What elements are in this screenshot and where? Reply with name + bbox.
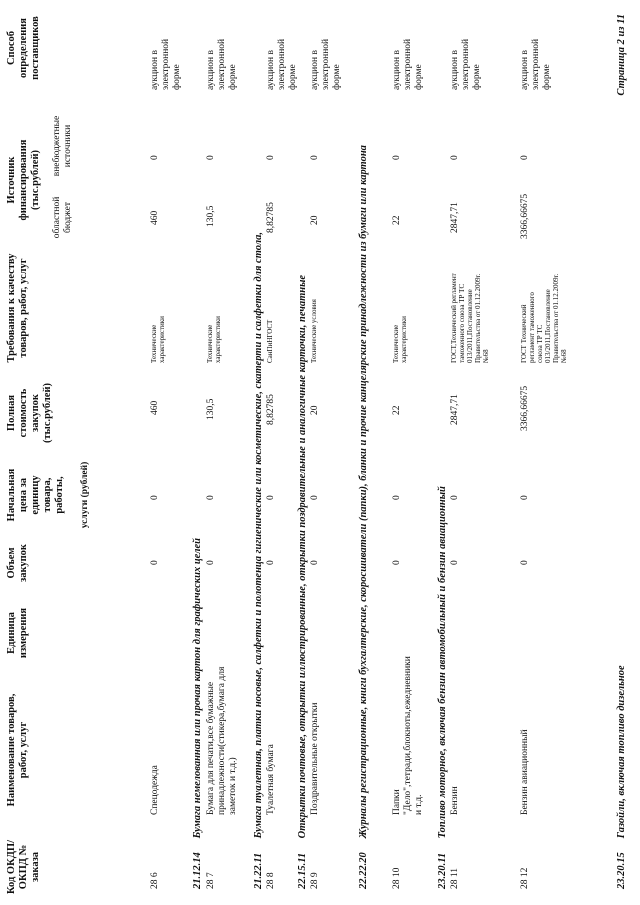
row-regional: 460 — [150, 210, 160, 225]
row-regional: 8,82785 — [266, 202, 276, 233]
group-heading — [358, 49, 370, 889]
row-method: аукцион в электронной форме — [150, 38, 182, 90]
row-name: Бензин — [450, 786, 460, 815]
row-total: 22 — [392, 405, 402, 415]
row-regional: 3366,66675 — [520, 193, 530, 239]
header-start-price: Начальная цена за единицу товара, работы, — [6, 468, 65, 522]
row-total: 8,82785 — [266, 394, 276, 425]
row-price: 0 — [310, 495, 320, 500]
group-code: 22.22.20 — [358, 852, 369, 889]
group-name: Бумага немелованная или прочая картон для графических целей — [192, 538, 203, 839]
row-volume: 0 — [520, 560, 530, 565]
row-volume: 0 — [150, 560, 160, 565]
row-requirements: Технические характеристики — [392, 316, 408, 363]
row-price: 0 — [266, 495, 276, 500]
row-volume: 0 — [392, 560, 402, 565]
header-volume: Объем закупок — [6, 544, 29, 582]
header-start-price-2: услуги (рублей) — [80, 461, 90, 529]
header-requirements: Требования к качеству товаров, работ, услуг — [6, 253, 29, 363]
group-name: Топливо моторное, включая бензин автомобильный и бензин авиационный — [437, 486, 448, 839]
group-heading — [253, 232, 265, 889]
row-code: 28 11 — [450, 867, 460, 889]
row-code: 28 12 — [520, 867, 530, 889]
group-code: 22.15.11 — [297, 852, 308, 889]
row-name: Бензин авиационный — [520, 729, 530, 815]
header-name: Наименование товаров, работ, услуг — [6, 693, 29, 807]
row-method: аукцион в электронной форме — [520, 38, 552, 90]
row-price: 0 — [450, 495, 460, 500]
row-offbudget: 0 — [150, 155, 160, 160]
header-source-offbudget: внебюджетные источники — [52, 115, 73, 177]
row-method: аукцион в электронной форме — [206, 38, 238, 90]
row-regional: 22 — [392, 215, 402, 225]
row-name: Туалетная бумага — [266, 744, 276, 815]
group-code: 23.20.11 — [437, 852, 448, 889]
row-volume: 0 — [310, 560, 320, 565]
row-requirements: Технические характеристики — [150, 316, 166, 363]
row-total: 20 — [310, 405, 320, 415]
row-offbudget: 0 — [206, 155, 216, 160]
group-heading — [297, 275, 309, 889]
row-requirements: СанПиНГОСТ — [266, 319, 274, 363]
group-heading — [616, 665, 628, 889]
group-heading — [192, 538, 204, 889]
group-name: Журналы регистрационные, книги бухгалтерские, скоросшиватели (папки), бланки и прочие канцелярские принадлежности из бумаги или картона — [358, 145, 369, 839]
row-total: 3366,66675 — [520, 385, 530, 431]
group-code: 21.22.11 — [253, 852, 264, 889]
row-method: аукцион в электронной форме — [310, 38, 342, 90]
row-code: 28 7 — [206, 872, 216, 889]
row-code: 28 8 — [266, 872, 276, 889]
page-number: Страница 2 из 11 — [616, 14, 627, 96]
row-method: аукцион в электронной форме — [392, 38, 424, 90]
row-requirements: Технические условия — [310, 299, 318, 363]
header-source: Источник финансирования (тыс.рублей) — [6, 139, 41, 221]
row-regional: 2847,71 — [450, 202, 460, 233]
row-price: 0 — [520, 495, 530, 500]
row-offbudget: 0 — [392, 155, 402, 160]
header-code: Код ОКДП/ ОКПД № заказа — [6, 839, 41, 895]
group-name: Открытки почтовые, открытки иллюстрированные, открытки поздравительные и аналогичные карточки, печатные — [297, 274, 308, 839]
group-code: 21.12.14 — [192, 852, 203, 889]
row-total: 2847,71 — [450, 394, 460, 425]
group-code: 23.20.15 — [616, 852, 627, 889]
row-price: 0 — [150, 495, 160, 500]
group-name: Бумага туалетная, платки носовые, салфетки и полотенца гигиенические или косметические, скатерти и салфетки для стола, — [253, 232, 264, 839]
group-heading — [437, 486, 449, 889]
row-requirements: ГОСТ Технический регламент таможенного союза ТР ТС 013/2011,Постановление Правительства от 01.12.2009г.№68 — [520, 273, 568, 363]
row-code: 28 9 — [310, 872, 320, 889]
row-requirements: Технические характеристики — [206, 316, 222, 363]
header-method: Способ определения поставщиков — [6, 16, 41, 80]
group-name: Газойли, включая топливо дизельное — [616, 665, 627, 839]
header-source-regional: областной бюджет — [52, 196, 73, 239]
row-code: 28 6 — [150, 872, 160, 889]
row-method: аукцион в электронной форме — [266, 38, 298, 90]
row-volume: 0 — [206, 560, 216, 565]
row-offbudget: 0 — [310, 155, 320, 160]
row-method: аукцион в электронной форме — [450, 38, 482, 90]
row-offbudget: 0 — [266, 155, 276, 160]
row-total: 460 — [150, 400, 160, 415]
row-regional: 20 — [310, 215, 320, 225]
row-name: Поздравительные открытки — [310, 702, 320, 815]
row-code: 28 10 — [392, 867, 402, 889]
row-total: 130,5 — [206, 398, 216, 420]
row-offbudget: 0 — [450, 155, 460, 160]
row-price: 0 — [392, 495, 402, 500]
row-regional: 130,5 — [206, 205, 216, 227]
row-price: 0 — [206, 495, 216, 500]
row-volume: 0 — [450, 560, 460, 565]
row-requirements: ГОСТ,Технический регламент таможенного союза ТР ТС 013/2011,Постановление Правительства от 01.12.2009г.№68 — [450, 273, 490, 363]
row-offbudget: 0 — [520, 155, 530, 160]
header-total: Полная стоимость закупок (тыс.рублей) — [6, 382, 53, 444]
row-name: Папки "Дело",тетради,блокноты,ежедневники и т.д. — [392, 656, 424, 815]
header-unit: Единица измерения — [6, 607, 29, 659]
row-name: Спецодежда — [150, 765, 160, 815]
row-name: Бумага для печати,все бумажные принадлежности(стикера,бумага для заметок и т.д.) — [206, 666, 238, 815]
row-volume: 0 — [266, 560, 276, 565]
